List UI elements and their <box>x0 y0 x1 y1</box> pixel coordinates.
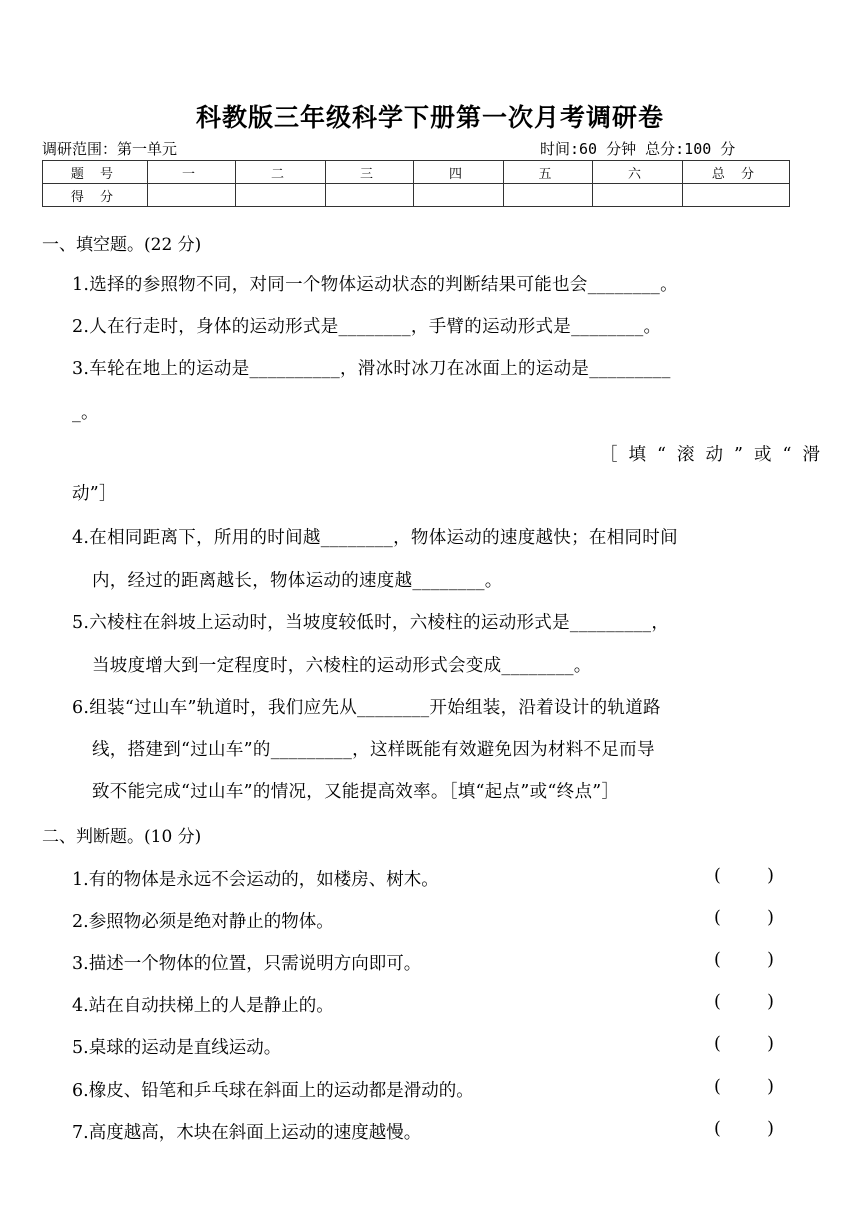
answer-parentheses[interactable]: ( ) <box>714 908 774 928</box>
score-cell[interactable] <box>683 184 790 207</box>
header-cell: 四 <box>414 161 504 184</box>
header-cell: 三 <box>326 161 414 184</box>
score-cell[interactable] <box>236 184 326 207</box>
answer-parentheses[interactable]: ( ) <box>714 992 774 1012</box>
score-table <box>42 160 790 207</box>
header-cell: 题 号 <box>43 161 148 184</box>
question-3-hint: ［填“滚动”或“滑 <box>600 445 820 465</box>
question-3-hint-end: 动”］ <box>72 484 117 504</box>
score-table-score-row <box>43 184 790 207</box>
question-6-line-3: 致不能完成“过山车”的情况，又能提高效率。［填“起点”或“终点”］ <box>92 782 620 802</box>
question-2: 2.人在行走时，身体的运动形式是________，手臂的运动形式是________。 <box>72 317 662 337</box>
question-6-line-2: 线，搭建到“过山车”的_________，这样既能有效避免因为材料不足而导 <box>92 740 655 760</box>
score-cell[interactable] <box>593 184 683 207</box>
question-4-line-1: 4.在相同距离下，所用的时间越________，物体运动的速度越快；在相同时间 <box>72 528 678 548</box>
answer-parentheses[interactable]: ( ) <box>714 1077 774 1097</box>
exam-scope: 调研范围：第一单元 <box>42 140 178 158</box>
judge-item-6: 6.橡皮、铅笔和乒乓球在斜面上的运动都是滑动的。 <box>72 1081 474 1101</box>
judge-item-1: 1.有的物体是永远不会运动的，如楼房、树木。 <box>72 870 439 890</box>
score-cell[interactable] <box>326 184 414 207</box>
header-cell: 一 <box>148 161 236 184</box>
judge-item-5: 5.桌球的运动是直线运动。 <box>72 1038 282 1058</box>
section-heading-fill-blank: 一、填空题。(22 分) <box>42 235 202 255</box>
exam-time-score: 时间:60 分钟 总分:100 分 <box>540 140 736 158</box>
answer-parentheses[interactable]: ( ) <box>714 866 774 886</box>
question-1: 1.选择的参照物不同，对同一个物体运动状态的判断结果可能也会________。 <box>72 275 678 295</box>
question-6-line-1: 6.组装“过山车”轨道时，我们应先从________开始组装，沿着设计的轨道路 <box>72 698 661 718</box>
row-label: 得 分 <box>43 184 148 207</box>
header-cell: 六 <box>593 161 683 184</box>
judge-item-7: 7.高度越高，木块在斜面上运动的速度越慢。 <box>72 1123 422 1143</box>
score-table-header-row <box>43 161 790 184</box>
answer-parentheses[interactable]: ( ) <box>714 950 774 970</box>
section-heading-true-false: 二、判断题。(10 分) <box>42 827 202 847</box>
header-cell: 二 <box>236 161 326 184</box>
header-cell: 五 <box>504 161 593 184</box>
judge-item-3: 3.描述一个物体的位置，只需说明方向即可。 <box>72 954 422 974</box>
score-cell[interactable] <box>504 184 593 207</box>
score-cell[interactable] <box>414 184 504 207</box>
question-3-line-1: 3.车轮在地上的运动是__________，滑冰时冰刀在冰面上的运动是_________ <box>72 359 671 379</box>
question-4-line-2: 内，经过的距离越长，物体运动的速度越________。 <box>92 571 503 591</box>
judge-item-2: 2.参照物必须是绝对静止的物体。 <box>72 912 334 932</box>
header-cell: 总 分 <box>683 161 790 184</box>
page-title: 科教版三年级科学下册第一次月考调研卷 <box>195 103 664 132</box>
question-5-line-1: 5.六棱柱在斜坡上运动时，当坡度较低时，六棱柱的运动形式是_________， <box>72 613 670 633</box>
question-3-line-2: _。 <box>72 403 99 423</box>
score-cell[interactable] <box>148 184 236 207</box>
answer-parentheses[interactable]: ( ) <box>714 1034 774 1054</box>
judge-item-4: 4.站在自动扶梯上的人是静止的。 <box>72 996 334 1016</box>
answer-parentheses[interactable]: ( ) <box>714 1119 774 1139</box>
question-5-line-2: 当坡度增大到一定程度时，六棱柱的运动形式会变成________。 <box>92 656 592 676</box>
